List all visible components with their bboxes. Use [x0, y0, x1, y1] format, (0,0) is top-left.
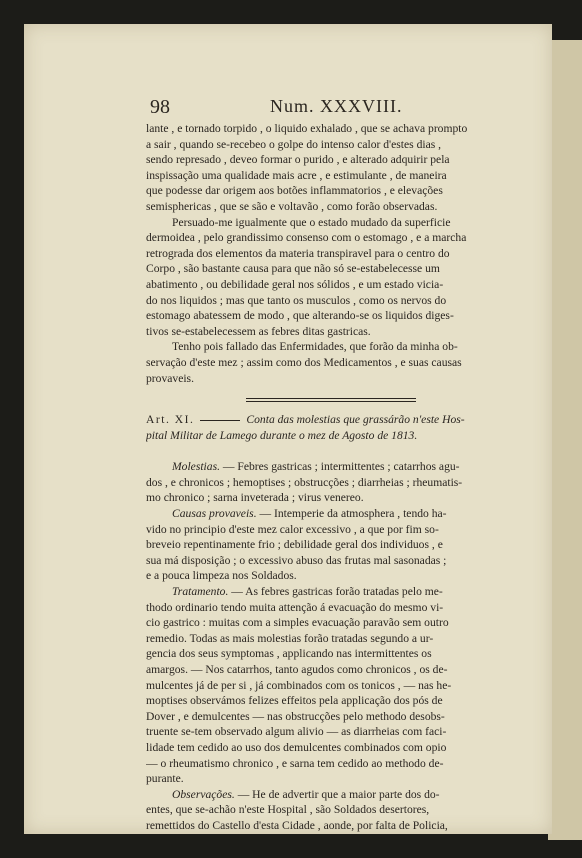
text-line: mulcentes já de per si , já combinados com os tonicos , — nas he- [146, 678, 452, 692]
section-lead: Tratamento. [172, 585, 229, 599]
text-line: inspissação uma qualidade mais acre , e estimulante , de maneira [146, 168, 447, 182]
text-line: truente se-tem observado algum alivio — as diarrheias com faci- [146, 725, 447, 739]
text-line: lante , e tornado torpido , o liquido exhalado , que se achava prompto [146, 122, 468, 135]
text-line: estomago abatessem de modo , que alterando-se os liquidos diges- [146, 309, 454, 323]
text-line: — o rheumatismo chronico , e sarna tem cedido ao methodo de- [146, 756, 444, 770]
text-line: que podesse dar origem aos botões inflammatorios , e elevações [146, 184, 443, 198]
section-divider [246, 398, 416, 402]
text-line: amargos. — Nos catarrhos, tanto agudos como chronicos , os de- [146, 663, 448, 676]
page-header [150, 96, 530, 118]
section-lead: Molestias. [172, 460, 220, 474]
paragraph-tenho [146, 339, 531, 386]
text-line: sua má disposição ; o excessivo abuso das frutas mal sasonadas ; [146, 553, 447, 567]
section-tratamento [146, 584, 531, 787]
article-title-line1: Conta das molestias que grassárão n'este Hos- [246, 413, 465, 427]
article-title [146, 412, 531, 443]
text-line: — As febres gastricas forão tratadas pelo me- [231, 585, 443, 599]
article-title-line2: pital Militar de Lamego durante o mez de Agosto de 1813. [146, 428, 418, 442]
section-causas [146, 506, 531, 584]
page-number: 98 [150, 96, 170, 118]
text-line: remedio. Todas as mais molestias forão tratadas segundo a ur- [146, 631, 434, 645]
article-label: Art. XI. [146, 413, 195, 427]
text-line: dermoidea , pelo grandissimo consenso com o estomago , e a marcha [146, 231, 467, 245]
text-line: vido no principio d'este mez calor excessivo , a que por fim so- [146, 522, 439, 536]
text-line: gencia dos seus symptomas , applicando nas intermittentes os [146, 647, 432, 661]
text-line: entes, que se-achão n'este Hospital , são Soldados desertores, [146, 803, 430, 817]
text-line: moptises observámos felizes effeitos pela applicação dos pós de [146, 694, 443, 708]
text-line: thodo ordinario tendo muita attenção á evacuação do mesmo vi- [146, 600, 444, 614]
continuation-paragraph [146, 121, 531, 215]
title-dash [200, 420, 240, 421]
section-lead: Causas provaveis. [172, 507, 257, 521]
section-molestias [146, 459, 531, 506]
text-line: servação d'este mez ; assim como dos Medicamentos , e suas causas [146, 355, 462, 369]
text-line: sendo represado , deveo formar o purido , e alterado adquirir pela [146, 153, 450, 167]
text-line: do nos liquidos ; mas que tanto os musculos , como os nervos do [146, 293, 447, 307]
text-line: Dover , e demulcentes — nas obstrucções pelo methodo desobs- [146, 709, 445, 723]
text-line: — Intemperie da atmosphera , tendo ha- [259, 507, 447, 521]
text-line: — He de advertir que a maior parte dos do- [237, 787, 440, 801]
text-line: Persuado-me igualmente que o estado mudado da superficie [172, 215, 451, 229]
text-line: Tenho pois fallado das Enfermidades, que forão da minha ob- [172, 340, 458, 354]
text-line: Corpo , são bastante causa para que não só se-estabelecesse um [146, 262, 440, 276]
text-line: semisphericas , que se são e voltavão , como forão observadas. [146, 199, 438, 213]
text-line: — Febres gastricas ; intermittentes ; catarrhos agu- [222, 460, 460, 474]
text-line: tivos se-estabelecessem as febres ditas gastricas. [146, 324, 371, 338]
text-line: e a pouca limpeza nos Soldados. [146, 569, 297, 583]
text-line: abatimento , ou debilidade geral nos sólidos , e um estado vicia- [146, 277, 444, 291]
text-line: dos , e chronicos ; hemoptises ; obstrucções ; diarrheias ; rheumatis- [146, 475, 463, 489]
paragraph-persuado [146, 215, 531, 340]
text-line: breveio repentinamente frio ; debilidade geral dos individuos , e [146, 538, 443, 552]
page-body [146, 121, 531, 834]
text-line: purante. [146, 772, 184, 786]
text-line: cio gastrico : muitas com a simples evacuação paravão sem outro [146, 616, 449, 630]
text-line: provaveis. [146, 371, 194, 385]
text-line: a sair , quando se-recebeo o golpe do intenso calor d'estes dias , [146, 137, 442, 151]
issue-number: Num. XXXVIII. [270, 96, 403, 116]
text-line: mo chronico ; sarna inveterada ; virus venereo. [146, 491, 364, 505]
text-line: remettidos do Castello d'esta Cidade , aonde, por falta de Policia, [146, 818, 448, 832]
section-lead: Observações. [172, 787, 235, 801]
text-line: lidade tem cedido ao uso dos demulcentes combinados com opio [146, 740, 447, 754]
section-observacoes [146, 787, 531, 834]
text-line: retrograda dos elementos da materia transpiravel para o centro do [146, 246, 450, 260]
page-edge [548, 40, 582, 840]
